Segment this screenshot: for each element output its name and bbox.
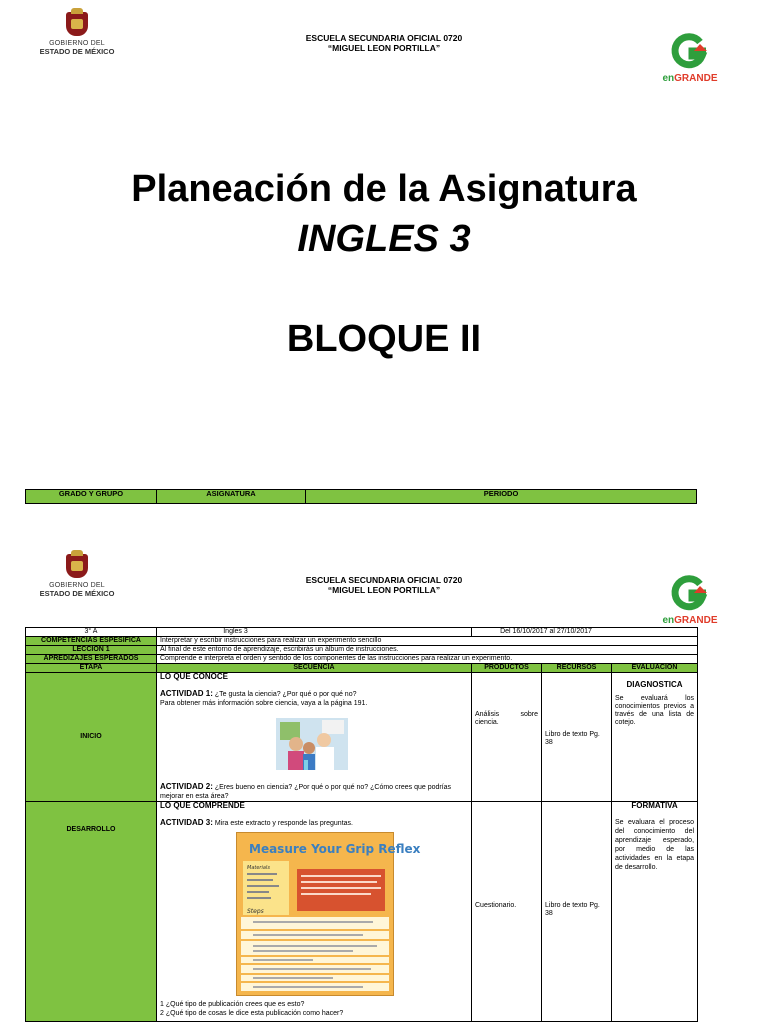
competencias-label: COMPETENCIAS ESPESIFICA: [26, 637, 157, 646]
aprendizajes-value: Comprende e interpreta el orden y sentido de los componentes de las instrucciones para realizar un experimento.: [157, 655, 698, 664]
question-2: 2 ¿Qué tipo de cosas le dice esta publicación como hacer?: [160, 1010, 344, 1017]
aprendizajes-label: APREDIZAJES ESPERADOS: [26, 655, 157, 664]
col-productos: PRODUCTOS: [472, 664, 542, 673]
period-cell: Del 16/10/2017 al 27/10/2017: [472, 628, 698, 637]
secuencia-inicio: [157, 673, 472, 802]
col-etapa: ETAPA: [26, 664, 157, 673]
leccion-label: LECCION 1: [26, 646, 157, 655]
magazine-extract-image: [236, 832, 421, 996]
act2-label: ACTIVIDAD 2:: [160, 782, 213, 791]
act3-label: ACTIVIDAD 3:: [160, 818, 213, 827]
school-subname: “MIGUEL LEON PORTILLA”: [327, 43, 441, 53]
producto-inicio: Análisis sobre ciencia.: [472, 673, 542, 802]
recurso-desarrollo: Libro de texto Pg. 38: [542, 802, 612, 1022]
g-logo-icon: [670, 34, 710, 68]
header-grade: GRADO Y GRUPO: [26, 490, 157, 504]
school-name: ESCUELA SECUNDARIA OFICIAL 0720: [305, 33, 463, 43]
act1-text: ¿Te gusta la ciencia? ¿Por qué o por qué no?: [214, 691, 357, 698]
col-recursos: RECURSOS: [542, 664, 612, 673]
etapa-desarrollo: DESARROLLO: [26, 802, 157, 1022]
act2-text: ¿Eres bueno en ciencia? ¿Por qué o por qué no? ¿Cómo crees que podrías mejorar en esta área?: [160, 784, 452, 800]
block-title: BLOQUE II: [286, 318, 482, 360]
act3-text: Mira este extracto y responde las preguntas.: [214, 820, 353, 827]
grade-cell: 3° A: [26, 628, 157, 637]
page-title: Planeación de la Asignatura: [131, 168, 637, 210]
planning-table: [25, 627, 698, 1022]
engrande-logo-2: [650, 576, 730, 626]
col-evaluacion: EVALUACION: [612, 664, 698, 673]
evaluacion-desarrollo: [612, 802, 698, 1022]
competencias-value: Interpretar y escribir instrucciones para realizar un experimento sencillo: [157, 637, 698, 646]
act1-label: ACTIVIDAD 1:: [160, 689, 213, 698]
inicio-title: LO QUE CONOCE: [160, 672, 229, 681]
etapa-inicio: INICIO: [26, 673, 157, 802]
secuencia-desarrollo: [157, 802, 472, 1022]
grade-header-table: [25, 489, 697, 504]
col-secuencia: SECUENCIA: [157, 664, 472, 673]
magazine-materials: Materials: [247, 865, 270, 871]
eval-diagnostica-text: Se evaluará los conocimientos previos a través de una lista de cotejo.: [615, 695, 695, 726]
engrande-text: enGRANDE: [662, 615, 718, 626]
header-subject: ASIGNATURA: [157, 490, 306, 504]
logo-left-line1: GOBIERNO DEL: [49, 40, 105, 47]
logo-left-line1: GOBIERNO DEL: [49, 582, 105, 589]
act1-text2: Para obtener más información sobre ciencia, vaya a la página 191.: [160, 700, 368, 707]
question-1: 1 ¿Qué tipo de publicación crees que es esto?: [160, 1001, 305, 1008]
evaluacion-inicio: [612, 673, 698, 802]
eval-formativa-text: Se evaluara el proceso del conocimiento del aprendizaje esperado, por medio de las actividades en la etapa de desarrollo.: [615, 819, 695, 871]
engrande-logo: [650, 34, 730, 84]
school-name: ESCUELA SECUNDARIA OFICIAL 0720: [305, 575, 463, 585]
header-period: PERIODO: [306, 490, 697, 504]
recurso-inicio: Libro de texto Pg. 38: [542, 673, 612, 802]
engrande-text: enGRANDE: [662, 73, 718, 84]
logo-left-line2: ESTADO DE MÉXICO: [39, 47, 115, 56]
subject-title: INGLES 3: [297, 218, 471, 260]
leccion-value: Al final de este entorno de aprendizaje, escribirás un álbum de instrucciones.: [157, 646, 698, 655]
kids-science-image: [276, 718, 348, 770]
desarrollo-title: LO QUE COMPRENDE: [160, 801, 245, 810]
school-subname: “MIGUEL LEON PORTILLA”: [327, 585, 441, 595]
producto-desarrollo: Cuestionario.: [472, 802, 542, 1022]
magazine-title: Measure Your Grip Reflex: [249, 842, 421, 856]
logo-left-line2: ESTADO DE MÉXICO: [39, 589, 115, 598]
magazine-steps: Steps: [247, 908, 264, 915]
eval-formativa-title: FORMATIVA: [631, 801, 678, 810]
subject-cell: Ingles 3: [157, 628, 472, 637]
eval-diagnostica-title: DIAGNOSTICA: [626, 680, 683, 689]
g-logo-icon: [670, 576, 710, 610]
